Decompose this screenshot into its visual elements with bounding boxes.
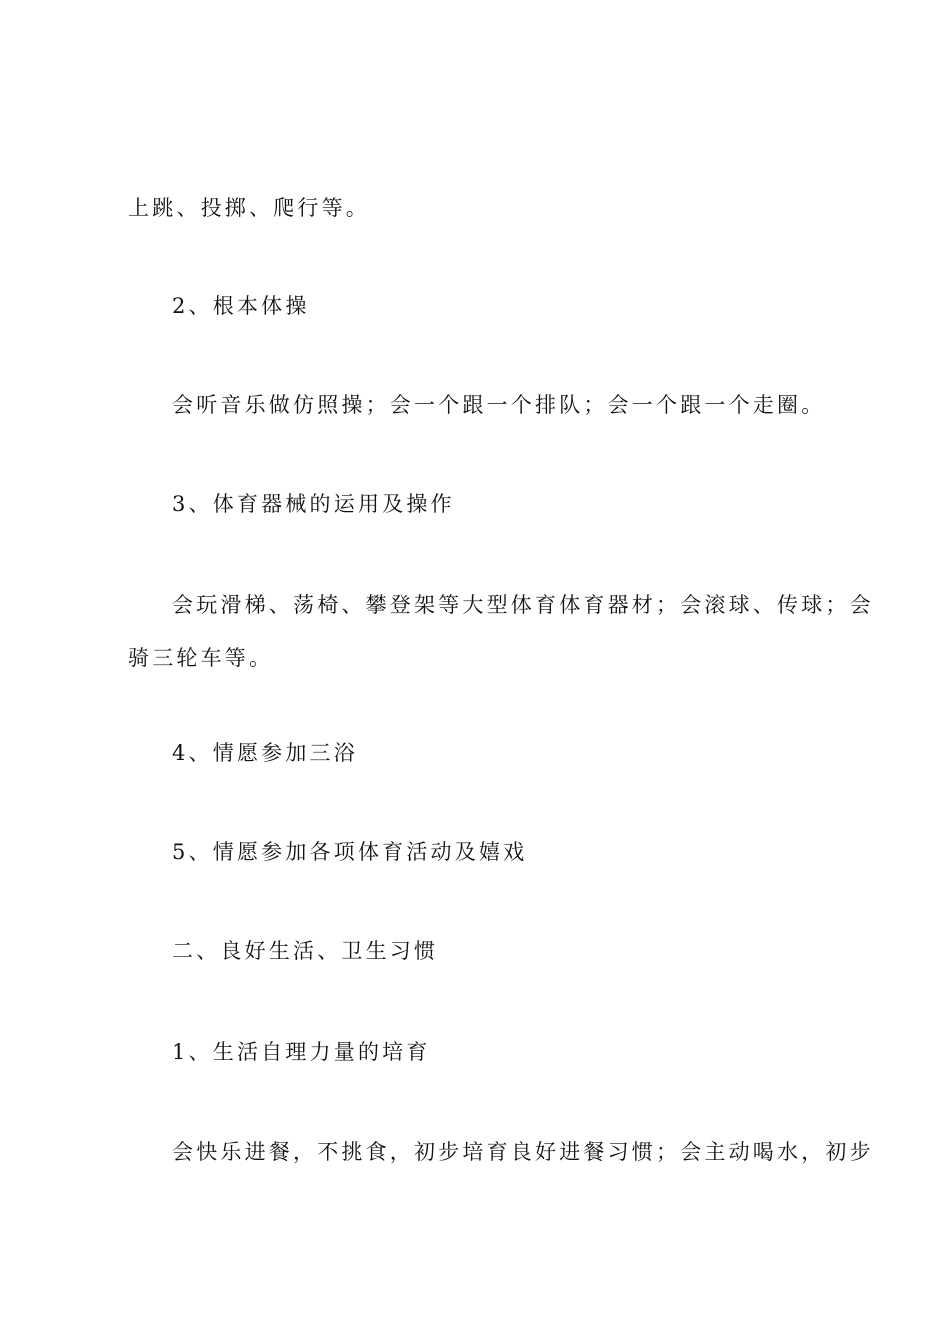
section-heading-sports-activities: 5、情愿参加各项体育活动及嬉戏: [172, 840, 528, 864]
paragraph-continuation: 上跳、投掷、爬行等。: [128, 196, 370, 220]
section-heading-living-habits: 二、良好生活、卫生习惯: [172, 939, 439, 963]
paragraph-self-care-line1: 会快乐进餐，不挑食，初步培育良好进餐习惯；会主动喝水，初步: [172, 1140, 874, 1164]
section-heading-self-care: 1、生活自理力量的培育: [172, 1040, 431, 1064]
paragraph-basic-exercises: 会听音乐做仿照操；会一个跟一个排队；会一个跟一个走圈。: [172, 393, 826, 417]
section-heading-sports-equipment: 3、体育器械的运用及操作: [172, 492, 455, 516]
section-heading-basic-exercises: 2、根本体操: [172, 294, 310, 318]
section-heading-three-baths: 4、情愿参加三浴: [172, 741, 358, 765]
paragraph-sports-equipment-line1: 会玩滑梯、荡椅、攀登架等大型体育体育器材；会滚球、传球；会: [172, 593, 874, 617]
paragraph-sports-equipment-line2: 骑三轮车等。: [128, 646, 274, 670]
